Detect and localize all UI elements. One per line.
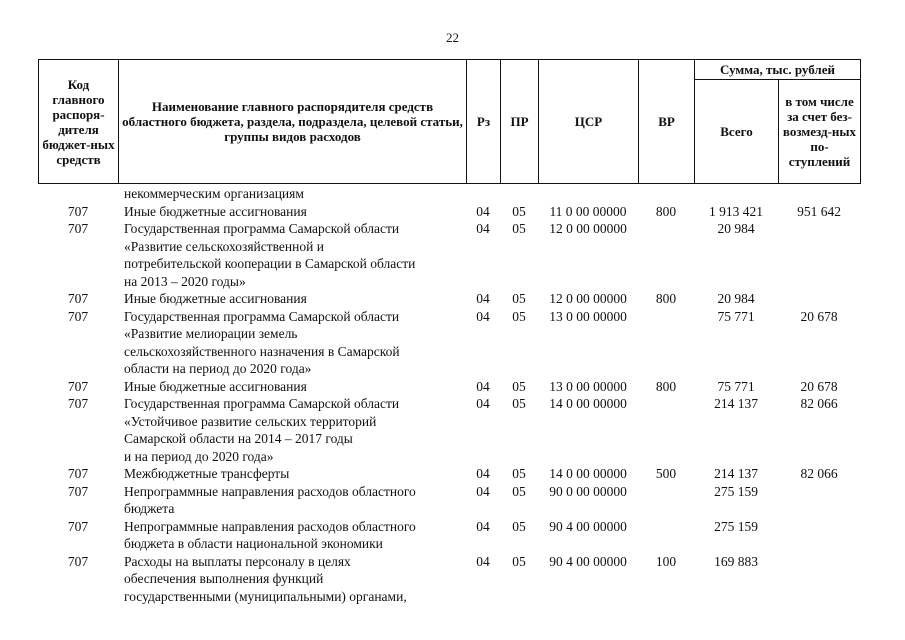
cell-csr: [538, 185, 638, 203]
cell-name-line: области на период до 2020 года»: [124, 361, 312, 376]
table-row: [38, 395, 860, 465]
cell-total: 75 771: [717, 378, 755, 394]
cell-kod: 707: [67, 291, 89, 306]
cell-vr: [638, 518, 694, 553]
header-kod: Код главного распоря-дителя бюджет-ных средств: [39, 60, 119, 184]
cell-name: [118, 378, 466, 396]
cell-name-line: бюджета: [124, 501, 175, 516]
cell-free: 20 678: [800, 378, 838, 394]
cell-pr: [500, 185, 538, 203]
cell-name-line: «Развитие сельскохозяйственной и: [124, 238, 324, 254]
cell-pr: 05: [512, 483, 526, 499]
cell-rz: 04: [476, 553, 490, 569]
cell-name-line: обеспечения выполнения функций: [124, 571, 324, 586]
cell-csr: 14 0 00 00000: [549, 466, 627, 481]
cell-free: [778, 553, 860, 606]
cell-vr: [638, 483, 694, 518]
cell-csr: 14 0 00 00000: [549, 396, 627, 411]
cell-name-line: Самарской области на 2014 – 2017 годы: [124, 431, 353, 446]
cell-csr: 90 4 00 00000: [549, 518, 627, 534]
header-pr: ПР: [501, 60, 539, 184]
cell-name: [118, 308, 466, 378]
header-sum: Сумма, тыс. рублей: [695, 60, 861, 80]
cell-pr: 05: [512, 378, 526, 394]
table-header: [38, 59, 861, 184]
cell-name-line: Иные бюджетные ассигнования: [124, 203, 307, 219]
cell-csr: 90 4 00 00000: [549, 553, 627, 569]
cell-name-line: Непрограммные направления расходов областного: [124, 518, 416, 534]
cell-name: [118, 518, 466, 553]
cell-free: [778, 290, 860, 308]
cell-kod: 707: [67, 466, 89, 481]
cell-kod: 707: [67, 308, 89, 324]
cell-vr: [638, 220, 694, 290]
cell-total: 275 159: [714, 483, 758, 499]
cell-free: 20 678: [800, 308, 838, 324]
cell-name-line: бюджета в области национальной экономики: [124, 536, 383, 551]
table-row: [38, 308, 860, 378]
table-row: [38, 378, 860, 396]
cell-csr: 11 0 00 00000: [549, 203, 627, 219]
cell-free: [778, 185, 860, 203]
cell-name-line: Непрограммные направления расходов областного: [124, 483, 416, 499]
cell-name-line: Расходы на выплаты персоналу в целях: [124, 553, 351, 569]
table-row: [38, 220, 860, 290]
cell-total: 214 137: [714, 396, 758, 411]
cell-rz: 04: [476, 518, 490, 534]
page-number: 22: [446, 30, 459, 45]
cell-name-line: Государственная программа Самарской области: [124, 308, 400, 324]
cell-name-line: и на период до 2020 года»: [124, 448, 274, 464]
cell-name: [118, 553, 466, 606]
cell-name: [118, 203, 466, 221]
cell-kod: 707: [67, 483, 89, 499]
cell-vr: 100: [655, 553, 677, 569]
cell-name: [118, 483, 466, 518]
cell-rz: 04: [476, 291, 490, 306]
cell-pr: 05: [512, 308, 526, 324]
cell-rz: [466, 185, 500, 203]
cell-free: 951 642: [797, 203, 841, 219]
cell-total: [694, 185, 778, 203]
cell-csr: 13 0 00 00000: [549, 378, 627, 394]
cell-name-line: Иные бюджетные ассигнования: [124, 378, 307, 394]
table-row: [38, 518, 860, 553]
cell-name-line: некоммерческим организациям: [124, 186, 304, 201]
table-row: [38, 465, 860, 483]
table-row: [38, 483, 860, 518]
header-total: Всего: [695, 80, 779, 184]
data-table: [38, 185, 860, 605]
cell-kod: 707: [67, 378, 89, 394]
cell-kod: 707: [67, 553, 89, 569]
cell-rz: 04: [476, 308, 490, 324]
cell-pr: 05: [512, 553, 526, 569]
cell-name: [118, 290, 466, 308]
cell-rz: 04: [476, 396, 490, 411]
cell-name-line: сельскохозяйственного назначения в Самарской: [124, 343, 400, 359]
header-rz: Рз: [467, 60, 501, 184]
cell-kod: 707: [67, 518, 89, 534]
cell-pr: 05: [512, 396, 526, 411]
cell-total: 169 883: [714, 553, 758, 569]
cell-total: 20 984: [717, 291, 755, 306]
cell-free: [778, 220, 860, 290]
cell-name: [118, 185, 466, 203]
cell-name-line: Межбюджетные трансферты: [124, 466, 290, 481]
header-csr: ЦСР: [539, 60, 639, 184]
cell-rz: 04: [476, 221, 490, 236]
cell-pr: 05: [512, 518, 526, 534]
header-free: в том числе за счет без-возмезд-ных по-ступлений: [779, 80, 861, 184]
cell-name: [118, 220, 466, 290]
cell-kod: 707: [67, 221, 89, 236]
cell-pr: 05: [512, 466, 526, 481]
cell-vr: 500: [655, 466, 677, 481]
cell-name-line: Государственная программа Самарской области: [124, 221, 400, 236]
cell-vr: [638, 185, 694, 203]
cell-free: [778, 518, 860, 553]
cell-rz: 04: [476, 483, 490, 499]
cell-free: 82 066: [800, 396, 838, 411]
cell-pr: 05: [512, 221, 526, 236]
cell-name-line: Иные бюджетные ассигнования: [124, 291, 307, 306]
cell-csr: 13 0 00 00000: [549, 308, 627, 324]
cell-csr: 12 0 00 00000: [549, 221, 627, 236]
cell-vr: [638, 308, 694, 378]
cell-name-line: «Развитие мелиорации земель: [124, 326, 298, 341]
cell-vr: 800: [655, 203, 677, 219]
table-row: [38, 290, 860, 308]
cell-total: 275 159: [714, 518, 758, 534]
cell-free: [778, 483, 860, 518]
cell-kod: 707: [67, 396, 89, 411]
cell-pr: 05: [512, 291, 526, 306]
cell-vr: 800: [655, 378, 677, 394]
cell-total: 1 913 421: [709, 203, 763, 219]
cell-vr: [638, 395, 694, 465]
cell-rz: 04: [476, 378, 490, 394]
cell-name: [118, 395, 466, 465]
header-vr: ВР: [639, 60, 695, 184]
cell-csr: 12 0 00 00000: [549, 291, 627, 306]
cell-vr: 800: [655, 291, 677, 306]
header-name: Наименование главного распорядителя средств областного бюджета, раздела, подраздела, целевой статьи, группы видов расходов: [119, 60, 467, 184]
table-row: [38, 203, 860, 221]
cell-rz: 04: [476, 203, 490, 219]
cell-name-line: «Устойчивое развитие сельских территорий: [124, 413, 377, 429]
cell-name-line: на 2013 – 2020 годы»: [124, 273, 246, 289]
cell-name-line: потребительской кооперации в Самарской области: [124, 256, 416, 271]
cell-name-line: государственными (муниципальными) органами,: [124, 588, 407, 604]
cell-pr: 05: [512, 203, 526, 219]
table-row: [38, 185, 860, 203]
cell-total: 20 984: [717, 221, 755, 236]
table-row: [38, 553, 860, 606]
cell-free: 82 066: [800, 466, 838, 481]
cell-rz: 04: [476, 466, 490, 481]
cell-kod: 707: [67, 203, 89, 219]
cell-csr: 90 0 00 00000: [549, 483, 627, 499]
cell-name-line: Государственная программа Самарской области: [124, 396, 400, 411]
cell-kod: [38, 185, 118, 203]
cell-name: [118, 465, 466, 483]
cell-total: 214 137: [714, 466, 758, 481]
cell-total: 75 771: [717, 308, 755, 324]
